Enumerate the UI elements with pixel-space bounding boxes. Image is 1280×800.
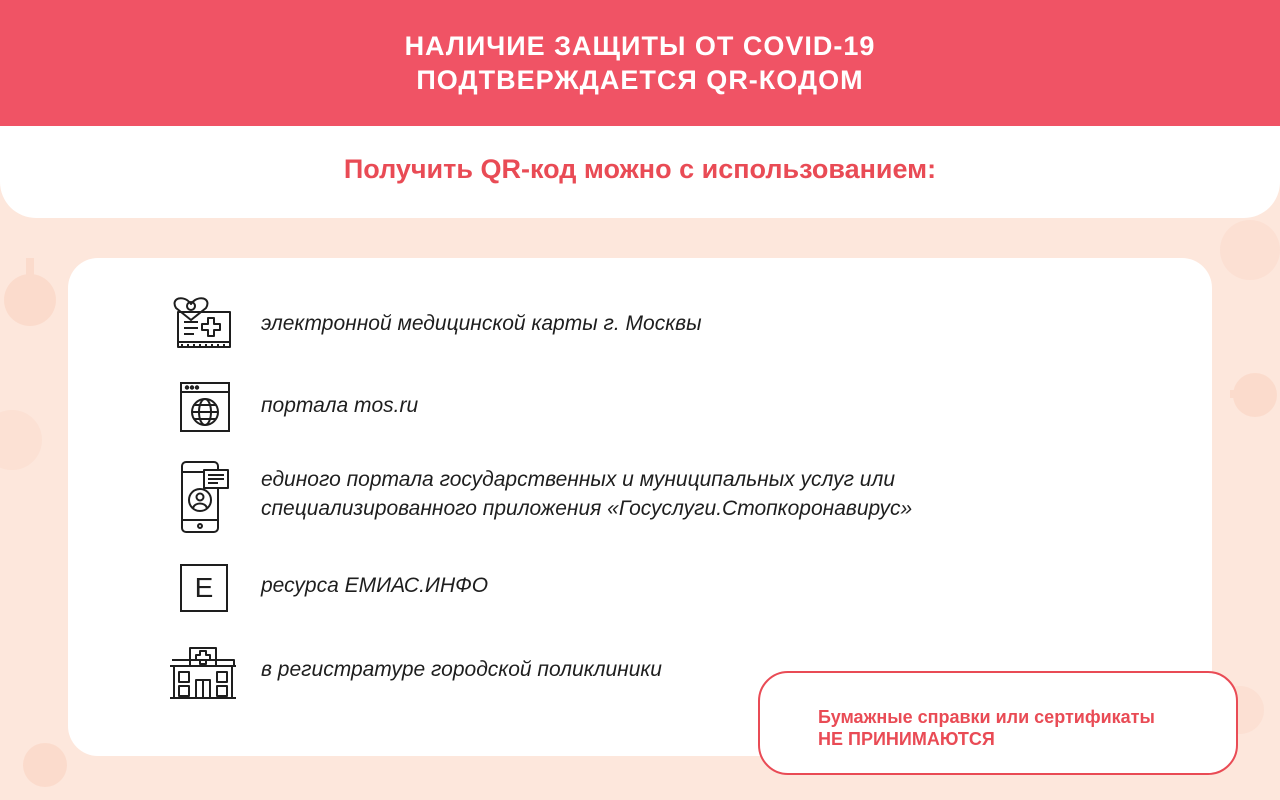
subheading-panel <box>0 126 1280 218</box>
clinic-building-icon <box>168 644 238 700</box>
item-text: ресурса ЕМИАС.ИНФО <box>261 574 489 597</box>
item-text-line-2: специализированного приложения «Госуслуги.Стопкоронавирус» <box>261 497 913 520</box>
item-text-line-1: единого портала государственных и муниципальных услуг или <box>261 468 895 491</box>
item-text: электронной медицинской карты г. Москвы <box>261 312 702 335</box>
globe-browser-icon <box>180 382 230 432</box>
header-banner <box>0 0 1280 126</box>
letter-e-icon: E <box>180 564 228 612</box>
item-text: портала mos.ru <box>261 394 419 417</box>
notice-line-2: НЕ ПРИНИМАЮТСЯ <box>818 729 995 749</box>
list-item-gosuslugi <box>68 458 1212 534</box>
header-title-line-1: НАЛИЧИЕ ЗАЩИТЫ ОТ COVID-19 <box>404 31 876 61</box>
item-text: в регистратуре городской поликлиники <box>261 658 662 681</box>
subheading: Получить QR-код можно с использованием: <box>343 153 937 184</box>
mobile-app-icon <box>180 460 230 534</box>
medical-card-icon <box>168 288 232 350</box>
notice-line-1: Бумажные справки или сертификаты <box>818 707 1155 727</box>
list-item-emias <box>68 564 1212 616</box>
list-item-mos-portal <box>68 382 1212 434</box>
header-title-line-2: ПОДТВЕРЖДАЕТСЯ QR-КОДОМ <box>416 65 864 95</box>
notice-box <box>758 671 1238 775</box>
list-item-medical-card <box>68 286 1212 350</box>
